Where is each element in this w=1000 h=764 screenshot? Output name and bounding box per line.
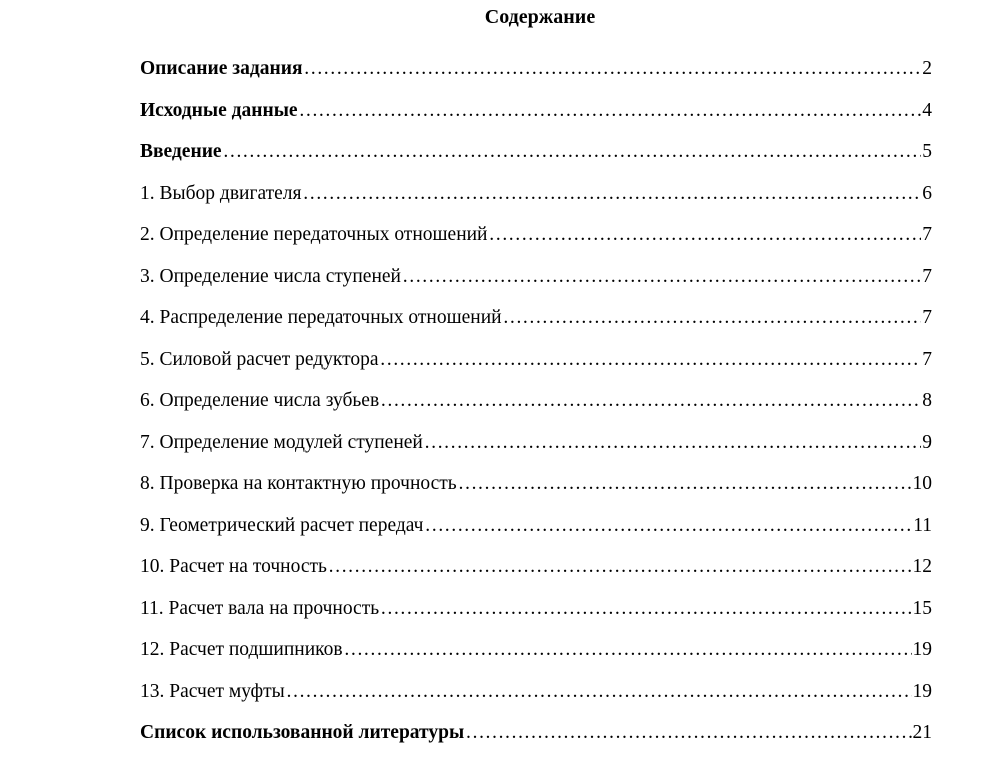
- toc-entry-label: 2. Определение передаточных отношений: [140, 224, 488, 245]
- toc-entry-label: 12. Расчет подшипников: [140, 639, 343, 660]
- toc-entry-label: Список использованной литературы: [140, 722, 465, 743]
- page-title: Содержание: [484, 6, 596, 28]
- toc-entry[interactable]: [140, 58, 932, 100]
- toc-entry-label: 7. Определение модулей ступеней: [140, 431, 423, 453]
- toc-entry[interactable]: [140, 598, 932, 640]
- toc-entry-label: 10. Расчет на точность: [140, 556, 327, 577]
- toc-entry-page: 7: [922, 265, 932, 287]
- toc-entry[interactable]: [140, 390, 932, 432]
- dot-leader: [380, 390, 921, 412]
- toc-entry-page: 5: [922, 141, 932, 162]
- toc-entry[interactable]: [140, 141, 932, 183]
- toc-entry-label: 6. Определение числа зубьев: [140, 390, 380, 411]
- toc-entry-page: 19: [912, 680, 932, 702]
- toc-entry-page: 7: [922, 224, 932, 245]
- toc-entry-label: 3. Определение числа ступеней: [140, 265, 401, 287]
- toc-entry-label: Описание задания: [140, 58, 303, 79]
- toc-entry-page: 10: [912, 473, 932, 494]
- toc-entry-label: 1. Выбор двигателя: [140, 182, 302, 204]
- dot-leader: [424, 432, 921, 454]
- toc-entry[interactable]: [140, 183, 932, 225]
- toc-entry[interactable]: [140, 722, 932, 764]
- toc-entry-page: 19: [912, 639, 932, 660]
- toc-entry-page: 6: [922, 182, 932, 204]
- toc-entry-page: 7: [922, 348, 932, 370]
- toc-entry-page: 8: [922, 390, 932, 411]
- dot-leader: [503, 307, 922, 329]
- dot-leader: [458, 473, 912, 495]
- toc-entry[interactable]: [140, 224, 932, 266]
- toc-entry[interactable]: [140, 515, 932, 557]
- toc-entry-label: 11. Расчет вала на прочность: [140, 597, 380, 619]
- table-of-contents: [140, 58, 932, 764]
- toc-entry-page: 15: [912, 597, 932, 619]
- toc-entry-page: 11: [913, 514, 932, 536]
- toc-entry-label: Исходные данные: [140, 99, 298, 121]
- toc-entry-page: 9: [922, 431, 932, 453]
- toc-entry-page: 12: [912, 556, 932, 577]
- toc-entry[interactable]: [140, 639, 932, 681]
- toc-entry[interactable]: [140, 556, 932, 598]
- toc-entry-page: 2: [922, 58, 932, 79]
- dot-leader: [380, 598, 911, 620]
- dot-leader: [328, 556, 912, 578]
- toc-entry[interactable]: [140, 473, 932, 515]
- toc-entry-label: 8. Проверка на контактную прочность: [140, 473, 457, 494]
- toc-entry-label: Введение: [140, 141, 222, 162]
- dot-leader: [286, 681, 912, 703]
- dot-leader: [489, 224, 922, 246]
- toc-entry-label: 13. Расчет муфты: [140, 680, 285, 702]
- dot-leader: [303, 183, 922, 205]
- toc-entry-page: 4: [922, 99, 932, 121]
- dot-leader: [424, 515, 912, 537]
- toc-entry[interactable]: [140, 432, 932, 474]
- toc-entry-page: 7: [922, 307, 932, 328]
- toc-entry[interactable]: [140, 681, 932, 723]
- toc-entry-label: 4. Распределение передаточных отношений: [140, 307, 502, 328]
- dot-leader: [304, 58, 922, 80]
- toc-entry[interactable]: [140, 100, 932, 142]
- toc-entry-label: 9. Геометрический расчет передач: [140, 514, 424, 536]
- dot-leader: [402, 266, 921, 288]
- dot-leader: [223, 141, 922, 163]
- toc-entry-page: 21: [912, 722, 932, 743]
- dot-leader: [465, 722, 911, 744]
- toc-entry[interactable]: [140, 349, 932, 391]
- dot-leader: [299, 100, 922, 122]
- dot-leader: [380, 349, 922, 371]
- toc-entry-label: 5. Силовой расчет редуктора: [140, 348, 379, 370]
- dot-leader: [344, 639, 912, 661]
- toc-entry[interactable]: [140, 266, 932, 308]
- toc-entry[interactable]: [140, 307, 932, 349]
